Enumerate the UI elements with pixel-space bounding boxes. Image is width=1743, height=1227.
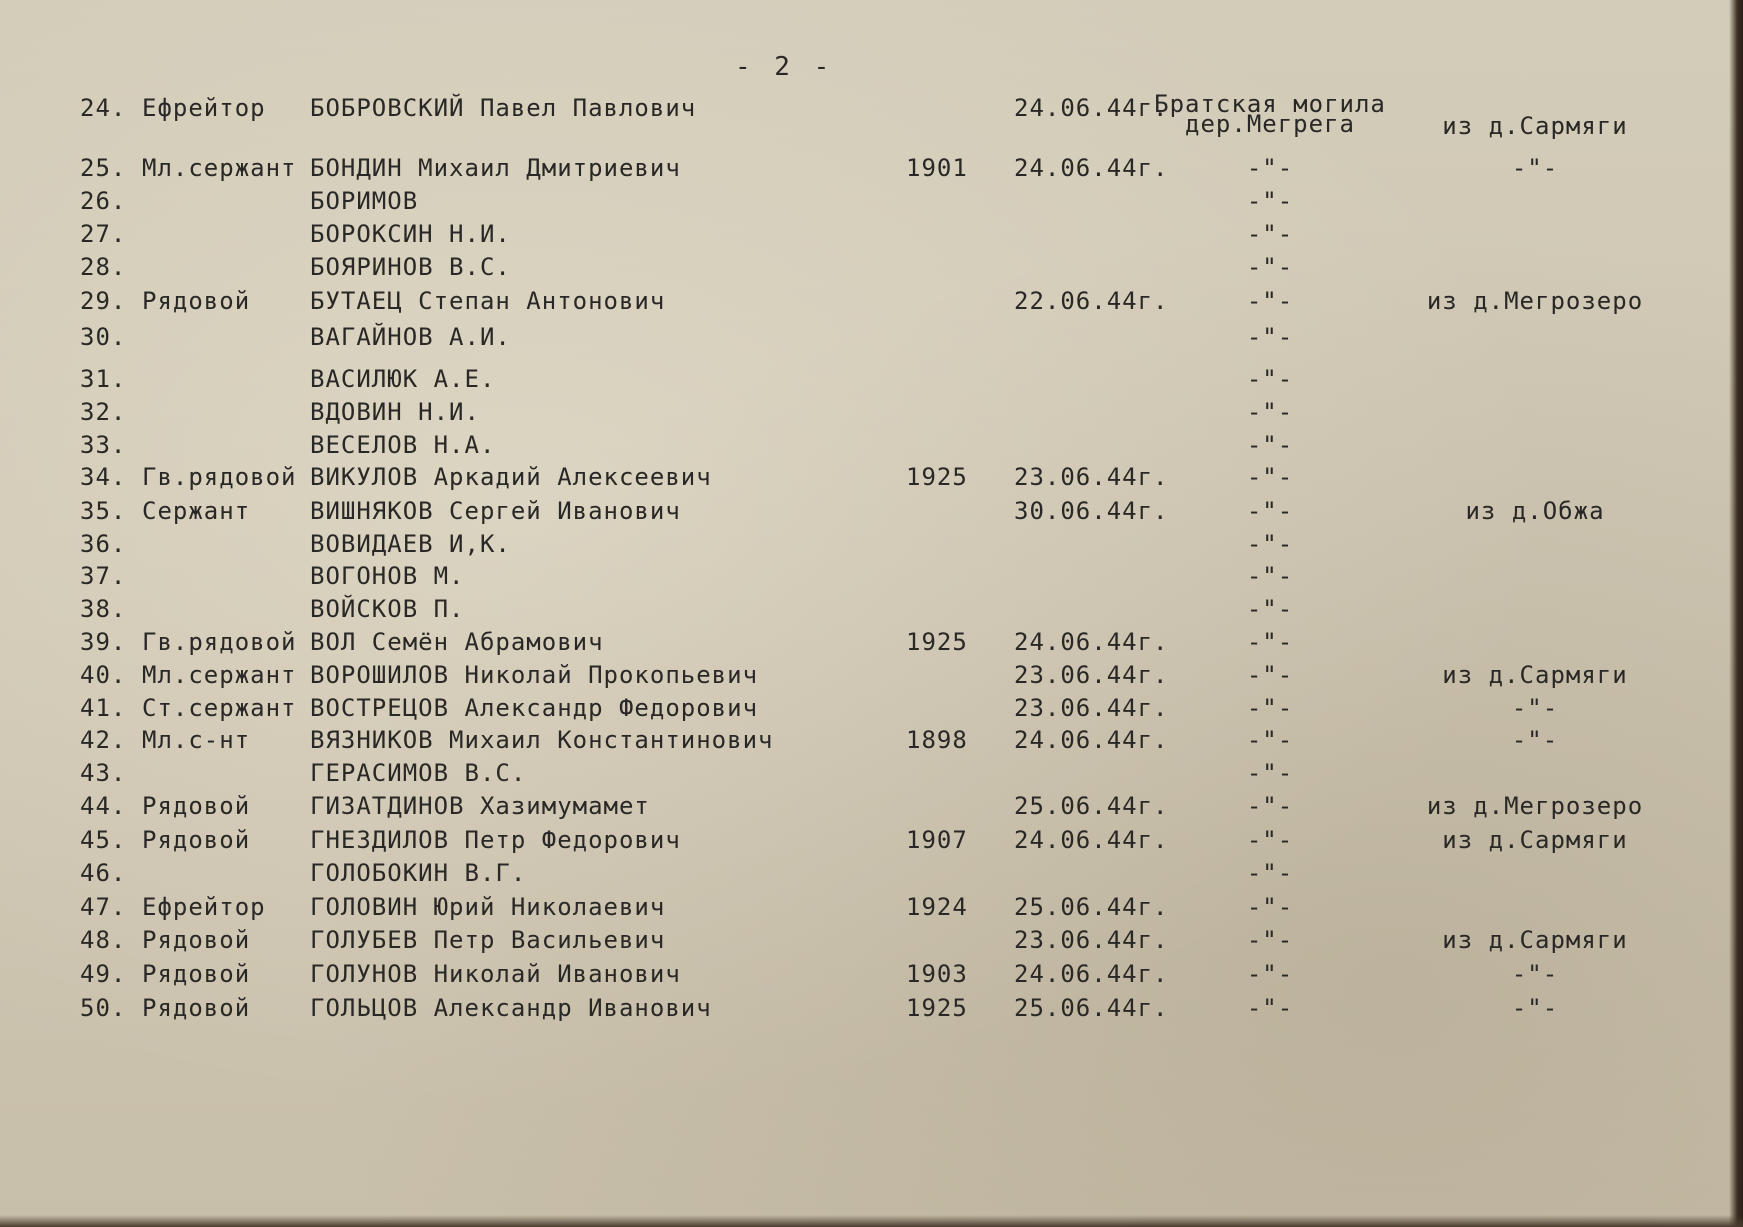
page-number: - 2 - — [735, 52, 834, 82]
row-number: 35. — [80, 497, 127, 525]
full-name: ВОРОШИЛОВ Николай Прокопьевич — [310, 661, 759, 689]
list-row — [0, 960, 1743, 994]
date-of-death: 24.06.44г. — [1014, 960, 1169, 988]
origin: -"- — [1511, 154, 1559, 182]
date-of-death: 24.06.44г. — [1014, 94, 1169, 122]
row-number: 44. — [80, 792, 127, 820]
list-row — [0, 792, 1743, 826]
burial-place: -"- — [1246, 562, 1294, 590]
list-row — [0, 323, 1743, 357]
row-number: 39. — [80, 628, 127, 656]
burial-place: -"- — [1246, 694, 1294, 722]
row-number: 28. — [80, 253, 127, 281]
rank: Ст.сержант — [142, 694, 297, 722]
full-name: ВОЙСКОВ П. — [310, 595, 465, 623]
full-name: ВАГАЙНОВ А.И. — [310, 323, 511, 351]
date-of-death: 24.06.44г. — [1014, 726, 1169, 754]
birth-year: 1901 — [906, 154, 968, 182]
full-name: ВДОВИН Н.И. — [310, 398, 480, 426]
full-name: ГИЗАТДИНОВ Хазимумамет — [310, 792, 650, 820]
rank: Сержант — [142, 497, 251, 525]
burial-place: -"- — [1246, 431, 1294, 459]
origin: из д.Мегрозеро — [1426, 792, 1644, 820]
date-of-death: 24.06.44г. — [1014, 154, 1169, 182]
row-number: 40. — [80, 661, 127, 689]
full-name: ГОЛОБОКИН В.Г. — [310, 859, 527, 887]
full-name: ГОЛЬЦОВ Александр Иванович — [310, 994, 712, 1022]
burial-place: -"- — [1246, 154, 1294, 182]
burial-place: -"- — [1246, 926, 1294, 954]
list-row — [0, 154, 1743, 188]
rank: Рядовой — [142, 960, 251, 988]
origin: из д.Сармяги — [1442, 926, 1628, 954]
rank: Гв.рядовой — [142, 463, 297, 491]
burial-place: -"- — [1246, 220, 1294, 248]
list-row — [0, 463, 1743, 497]
full-name: ГОЛОВИН Юрий Николаевич — [310, 893, 666, 921]
row-number: 25. — [80, 154, 127, 182]
list-row — [0, 994, 1743, 1028]
list-row — [0, 759, 1743, 793]
full-name: ВИШНЯКОВ Сергей Иванович — [310, 497, 681, 525]
row-number: 34. — [80, 463, 127, 491]
row-number: 29. — [80, 287, 127, 315]
burial-place: -"- — [1246, 595, 1294, 623]
row-number: 37. — [80, 562, 127, 590]
burial-place: -"- — [1246, 792, 1294, 820]
birth-year: 1925 — [906, 994, 968, 1022]
row-number: 43. — [80, 759, 127, 787]
burial-place: -"- — [1246, 253, 1294, 281]
full-name: БОНДИН Михаил Дмитриевич — [310, 154, 681, 182]
row-number: 38. — [80, 595, 127, 623]
birth-year: 1907 — [906, 826, 968, 854]
burial-place: -"- — [1246, 398, 1294, 426]
rank: Рядовой — [142, 287, 251, 315]
burial-place: -"- — [1246, 759, 1294, 787]
full-name: БОЯРИНОВ В.С. — [310, 253, 511, 281]
page-bottom-shadow — [0, 1215, 1743, 1227]
date-of-death: 24.06.44г. — [1014, 826, 1169, 854]
full-name: ВЯЗНИКОВ Михаил Константинович — [310, 726, 774, 754]
burial-place: -"- — [1246, 365, 1294, 393]
row-number: 48. — [80, 926, 127, 954]
date-of-death: 25.06.44г. — [1014, 994, 1169, 1022]
burial-place — [1154, 90, 1386, 138]
date-of-death: 23.06.44г. — [1014, 661, 1169, 689]
origin: из д.Мегрозеро — [1426, 287, 1644, 315]
burial-place: -"- — [1246, 826, 1294, 854]
list-row — [0, 365, 1743, 399]
burial-place: -"- — [1246, 530, 1294, 558]
birth-year: 1903 — [906, 960, 968, 988]
origin: из д.Сармяги — [1442, 661, 1628, 689]
burial-place: -"- — [1246, 187, 1294, 215]
list-row — [0, 220, 1743, 254]
full-name: ГОЛУНОВ Николай Иванович — [310, 960, 681, 988]
burial-place: -"- — [1246, 661, 1294, 689]
row-number: 45. — [80, 826, 127, 854]
date-of-death: 23.06.44г. — [1014, 694, 1169, 722]
list-row — [0, 595, 1743, 629]
full-name: ВИКУЛОВ Аркадий Алексеевич — [310, 463, 712, 491]
row-number: 41. — [80, 694, 127, 722]
full-name: БУТАЕЦ Степан Антонович — [310, 287, 666, 315]
date-of-death: 30.06.44г. — [1014, 497, 1169, 525]
list-row — [0, 562, 1743, 596]
origin: из д.Сармяги — [1442, 112, 1628, 140]
origin: из д.Сармяги — [1442, 826, 1628, 854]
list-row — [0, 90, 1743, 140]
origin: -"- — [1511, 994, 1559, 1022]
row-number: 47. — [80, 893, 127, 921]
origin: -"- — [1511, 960, 1559, 988]
burial-line-1: Братская могила — [1154, 90, 1386, 118]
full-name: ВЕСЕЛОВ Н.А. — [310, 431, 496, 459]
date-of-death: 23.06.44г. — [1014, 926, 1169, 954]
birth-year: 1925 — [906, 463, 968, 491]
date-of-death: 23.06.44г. — [1014, 463, 1169, 491]
row-number: 49. — [80, 960, 127, 988]
row-number: 27. — [80, 220, 127, 248]
full-name: БОРОКСИН Н.И. — [310, 220, 511, 248]
row-number: 26. — [80, 187, 127, 215]
full-name: ВОЛ Семён Абрамович — [310, 628, 604, 656]
rank: Мл.сержант — [142, 661, 297, 689]
row-number: 50. — [80, 994, 127, 1022]
list-row — [0, 726, 1743, 760]
list-row — [0, 859, 1743, 893]
list-row — [0, 661, 1743, 695]
rank: Ефрейтор — [142, 94, 266, 122]
full-name: ГОЛУБЕВ Петр Васильевич — [310, 926, 666, 954]
full-name: ГНЕЗДИЛОВ Петр Федорович — [310, 826, 681, 854]
burial-place: -"- — [1246, 726, 1294, 754]
rank: Ефрейтор — [142, 893, 266, 921]
burial-place: -"- — [1246, 323, 1294, 351]
row-number: 24. — [80, 94, 127, 122]
rank: Рядовой — [142, 994, 251, 1022]
date-of-death: 24.06.44г. — [1014, 628, 1169, 656]
rank: Рядовой — [142, 926, 251, 954]
list-row — [0, 926, 1743, 960]
burial-place: -"- — [1246, 287, 1294, 315]
list-row — [0, 253, 1743, 287]
rank: Рядовой — [142, 826, 251, 854]
birth-year: 1925 — [906, 628, 968, 656]
burial-place: -"- — [1246, 994, 1294, 1022]
list-row — [0, 497, 1743, 531]
rank: Рядовой — [142, 792, 251, 820]
list-row — [0, 398, 1743, 432]
full-name: БОБРОВСКИЙ Павел Павлович — [310, 94, 697, 122]
list-row — [0, 628, 1743, 662]
burial-place: -"- — [1246, 628, 1294, 656]
full-name: ГЕРАСИМОВ В.С. — [310, 759, 527, 787]
burial-place: -"- — [1246, 960, 1294, 988]
rank: Гв.рядовой — [142, 628, 297, 656]
burial-place: -"- — [1246, 497, 1294, 525]
row-number: 30. — [80, 323, 127, 351]
birth-year: 1924 — [906, 893, 968, 921]
list-row — [0, 530, 1743, 564]
full-name: ВОГОНОВ М. — [310, 562, 465, 590]
list-row — [0, 187, 1743, 221]
list-row — [0, 826, 1743, 860]
rank: Мл.с-нт — [142, 726, 251, 754]
row-number: 33. — [80, 431, 127, 459]
burial-place: -"- — [1246, 893, 1294, 921]
date-of-death: 25.06.44г. — [1014, 893, 1169, 921]
origin: -"- — [1511, 726, 1559, 754]
list-row — [0, 694, 1743, 728]
full-name: ВОСТРЕЦОВ Александр Федорович — [310, 694, 759, 722]
list-row — [0, 287, 1743, 321]
origin: -"- — [1511, 694, 1559, 722]
full-name: ВАСИЛЮК А.Е. — [310, 365, 496, 393]
origin: из д.Обжа — [1465, 497, 1605, 525]
date-of-death: 22.06.44г. — [1014, 287, 1169, 315]
row-number: 31. — [80, 365, 127, 393]
burial-line-2: дер.Мегрега — [1185, 110, 1355, 138]
date-of-death: 25.06.44г. — [1014, 792, 1169, 820]
birth-year: 1898 — [906, 726, 968, 754]
row-number: 42. — [80, 726, 127, 754]
full-name: ВОВИДАЕВ И,К. — [310, 530, 511, 558]
list-row — [0, 893, 1743, 927]
full-name: БОРИМОВ — [310, 187, 419, 215]
burial-place: -"- — [1246, 859, 1294, 887]
row-number: 46. — [80, 859, 127, 887]
rank: Мл.сержант — [142, 154, 297, 182]
row-number: 32. — [80, 398, 127, 426]
list-row — [0, 431, 1743, 465]
row-number: 36. — [80, 530, 127, 558]
burial-place: -"- — [1246, 463, 1294, 491]
